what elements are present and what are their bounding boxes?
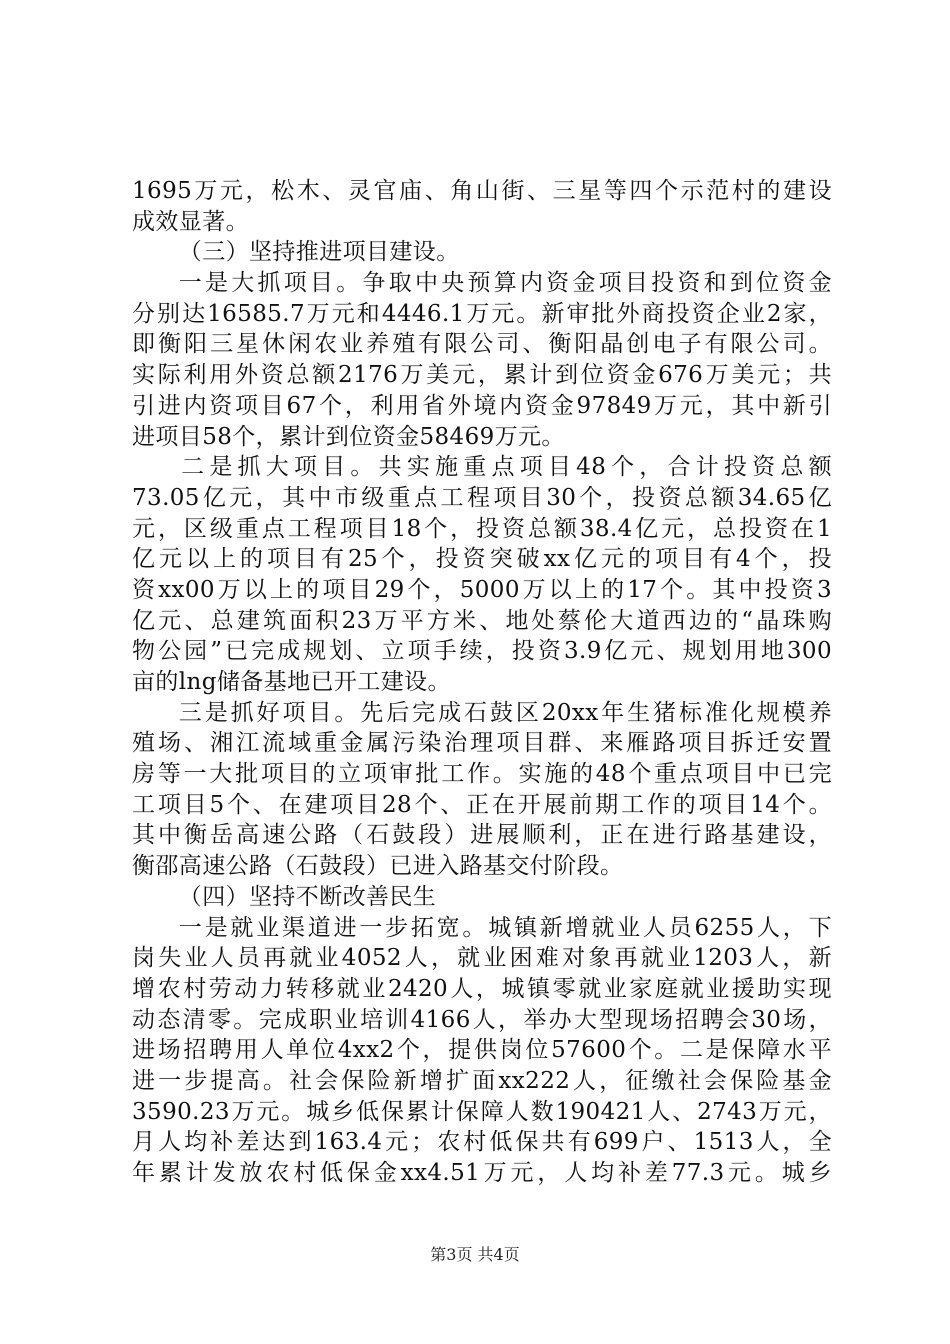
text-line: 亿元、总建筑面积23万平方米、地处蔡伦大道西边的“晶珠购 xyxy=(132,607,832,634)
text-line: 衡邵高速公路（石鼓段）已进入路基交付阶段。 xyxy=(132,853,624,880)
text-line: （三）坚持推进项目建设。 xyxy=(178,239,460,266)
text-line: 进一步提高。社会保险新增扩面xx222人，征缴社会保险基金 xyxy=(132,1067,832,1094)
text-line: 其中衡岳高速公路（石鼓段）进展顺利，正在进行路基建设， xyxy=(132,822,832,849)
text-line: 分别达16585.7万元和4446.1万元。新审批外商投资企业2家， xyxy=(132,300,832,327)
text-line: 成效显著。 xyxy=(132,208,249,235)
text-line: 亿元以上的项目有25个，投资突破xx亿元的项目有4个，投 xyxy=(132,546,832,573)
text-line: （四）坚持不断改善民生 xyxy=(178,883,437,910)
text-line: 1695万元，松木、灵官庙、角山街、三星等四个示范村的建设 xyxy=(132,178,832,204)
text-line: 物公园”已完成规划、立项手续，投资3.9亿元、规划用地300 xyxy=(132,638,832,665)
text-line: 3590.23万元。城乡低保累计保障人数190421人、2743万元， xyxy=(132,1098,832,1125)
text-line: 一是就业渠道进一步拓宽。城镇新增就业人员6255人，下 xyxy=(178,914,832,941)
text-line: 房等一大批项目的立项审批工作。实施的48个重点项目中已完 xyxy=(132,761,832,788)
text-line: 工项目5个、在建项目28个、正在开展前期工作的项目14个。 xyxy=(132,791,832,818)
text-line: 增农村劳动力转移就业2420人，城镇零就业家庭就业援助实现 xyxy=(132,975,832,1002)
text-line: 殖场、湘江流域重金属污染治理项目群、来雁路项目拆迁安置 xyxy=(132,730,832,757)
text-line: 元，区级重点工程项目18个，投资总额38.4亿元，总投资在1 xyxy=(132,515,832,542)
text-line: 实际利用外资总额2176万美元，累计到位资金676万美元；共 xyxy=(132,362,832,389)
text-line: 月人均补差达到163.4元；农村低保共有699户、1513人，全 xyxy=(132,1129,832,1156)
page-footer: 第3页 共4页 xyxy=(430,1245,520,1264)
text-line: 一是大抓项目。争取中央预算内资金项目投资和到位资金 xyxy=(178,270,832,297)
text-line: 亩的lng储备基地已开工建设。 xyxy=(132,669,451,695)
text-line: 资xx00万以上的项目29个，5000万以上的17个。其中投资3 xyxy=(132,576,832,603)
text-line: 73.05亿元，其中市级重点工程项目30个，投资总额34.65亿 xyxy=(132,484,832,511)
text-line: 即衡阳三星休闲农业养殖有限公司、衡阳晶创电子有限公司。 xyxy=(132,331,832,358)
text-line: 进场招聘用人单位4xx2个，提供岗位57600个。二是保障水平 xyxy=(132,1037,832,1064)
document-body xyxy=(132,176,832,1189)
text-line: 三是抓好项目。先后完成石鼓区20xx年生猪标准化规模养 xyxy=(178,699,832,726)
text-line: 二是抓大项目。共实施重点项目48个，合计投资总额 xyxy=(181,454,832,481)
text-line: 引进内资项目67个，利用省外境内资金97849万元，其中新引 xyxy=(132,392,832,419)
text-line: 动态清零。完成职业培训4166人，举办大型现场招聘会30场， xyxy=(132,1006,832,1033)
text-line: 岗失业人员再就业4052人，就业困难对象再就业1203人，新 xyxy=(132,945,832,972)
text-line: 进项目58个，累计到位资金58469万元。 xyxy=(132,423,565,450)
text-line: 年累计发放农村低保金xx4.51万元，人均补差77.3元。城乡 xyxy=(132,1160,832,1186)
